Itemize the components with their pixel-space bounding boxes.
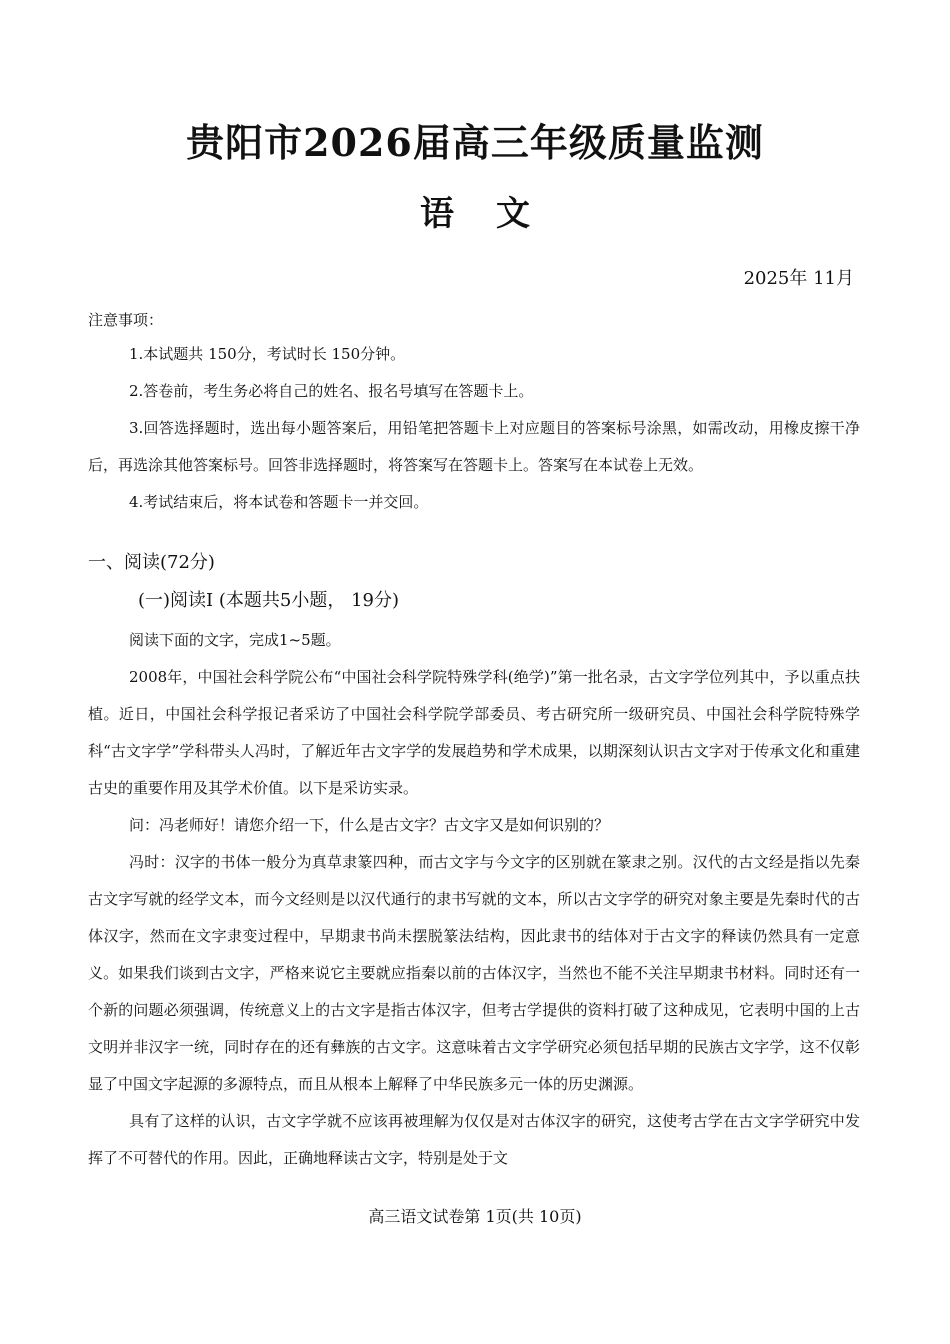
notice-heading: 注意事项： [88,311,164,329]
section-heading: 一、阅读(72分) [88,552,215,573]
notice-item: 3.回答选择题时，选出每小题答案后，用铅笔把答题卡上对应题目的答案标号涂黑，如需改动，用橡皮擦干净后，再选涂其他答案标号。回答非选择题时，将答案写在答题卡上。答案写在本试卷上无效。 [88,419,860,474]
exam-date: 2025年 11月 [743,268,854,289]
page-footer: 高三语文试卷第 1页(共 10页) [368,1207,582,1226]
notice-list [88,336,860,521]
notice-item: 1.本试题共 150分，考试时长 150分钟。 [129,345,406,363]
passage-paragraph: 冯时：汉字的书体一般分为真草隶篆四种，而古文字与今文字的区别就在篆隶之别。汉代的古文经是指以先秦古文字写就的经学文本，而今文经则是以汉代通行的隶书写就的文本，所以古文字学的研究对象主要是先秦时代的古体汉字，然而在文字隶变过程中，早期隶书尚未摆脱篆法结构，因此隶书的结体对于古文字的释读仍然具有一定意义。如果我们谈到古文字，严格来说它主要就应指秦以前的古体汉字，当然也不能不关注早期隶书材料。同时还有一个新的问题必须强调，传统意义上的古文字是指古体汉字，但考古学提供的资料打破了这种成见，它表明中国的上古文明并非汉字一统，同时存在的还有彝族的古文字。这意味着古文字学研究必须包括早期的民族古文字学，这不仅彰显了中国文字起源的多源特点，而且从根本上解释了中华民族多元一体的历史渊源。 [88,853,860,1093]
reading-passage [88,659,860,1177]
notice-item: 4.考试结束后，将本试卷和答题卡一并交回。 [129,493,429,511]
passage-paragraph: 具有了这样的认识，古文字学就不应该再被理解为仅仅是对古体汉字的研究，这使考古学在古文字学研究中发挥了不可替代的作用。因此，正确地释读古文字，特别是处于文 [88,1112,860,1167]
reading-instruction: 阅读下面的文字，完成1~5题。 [129,631,341,649]
subsection-heading: (一)阅读Ⅰ (本题共5小题， 19分) [138,590,399,611]
subject-title: 语文 [420,194,572,234]
exam-title: 贵阳市2026届高三年级质量监测 [186,120,764,165]
notice-item: 2.答卷前，考生务必将自己的姓名、报名号填写在答题卡上。 [129,382,534,400]
passage-paragraph: 问：冯老师好！请您介绍一下，什么是古文字？古文字又是如何识别的？ [129,816,610,834]
passage-paragraph: 2008年，中国社会科学院公布“中国社会科学院特殊学科(绝学)”第一批名录，古文字学位列其中，予以重点扶植。近日，中国社会科学报记者采访了中国社会科学院学部委员、考古研究所一级研究员、中国社会科学院特殊学科“古文字学”学科带头人冯时，了解近年古文字学的发展趋势和学术成果，以期深刻认识古文字对于传承文化和重建古史的重要作用及其学术价值。以下是采访实录。 [88,668,860,797]
